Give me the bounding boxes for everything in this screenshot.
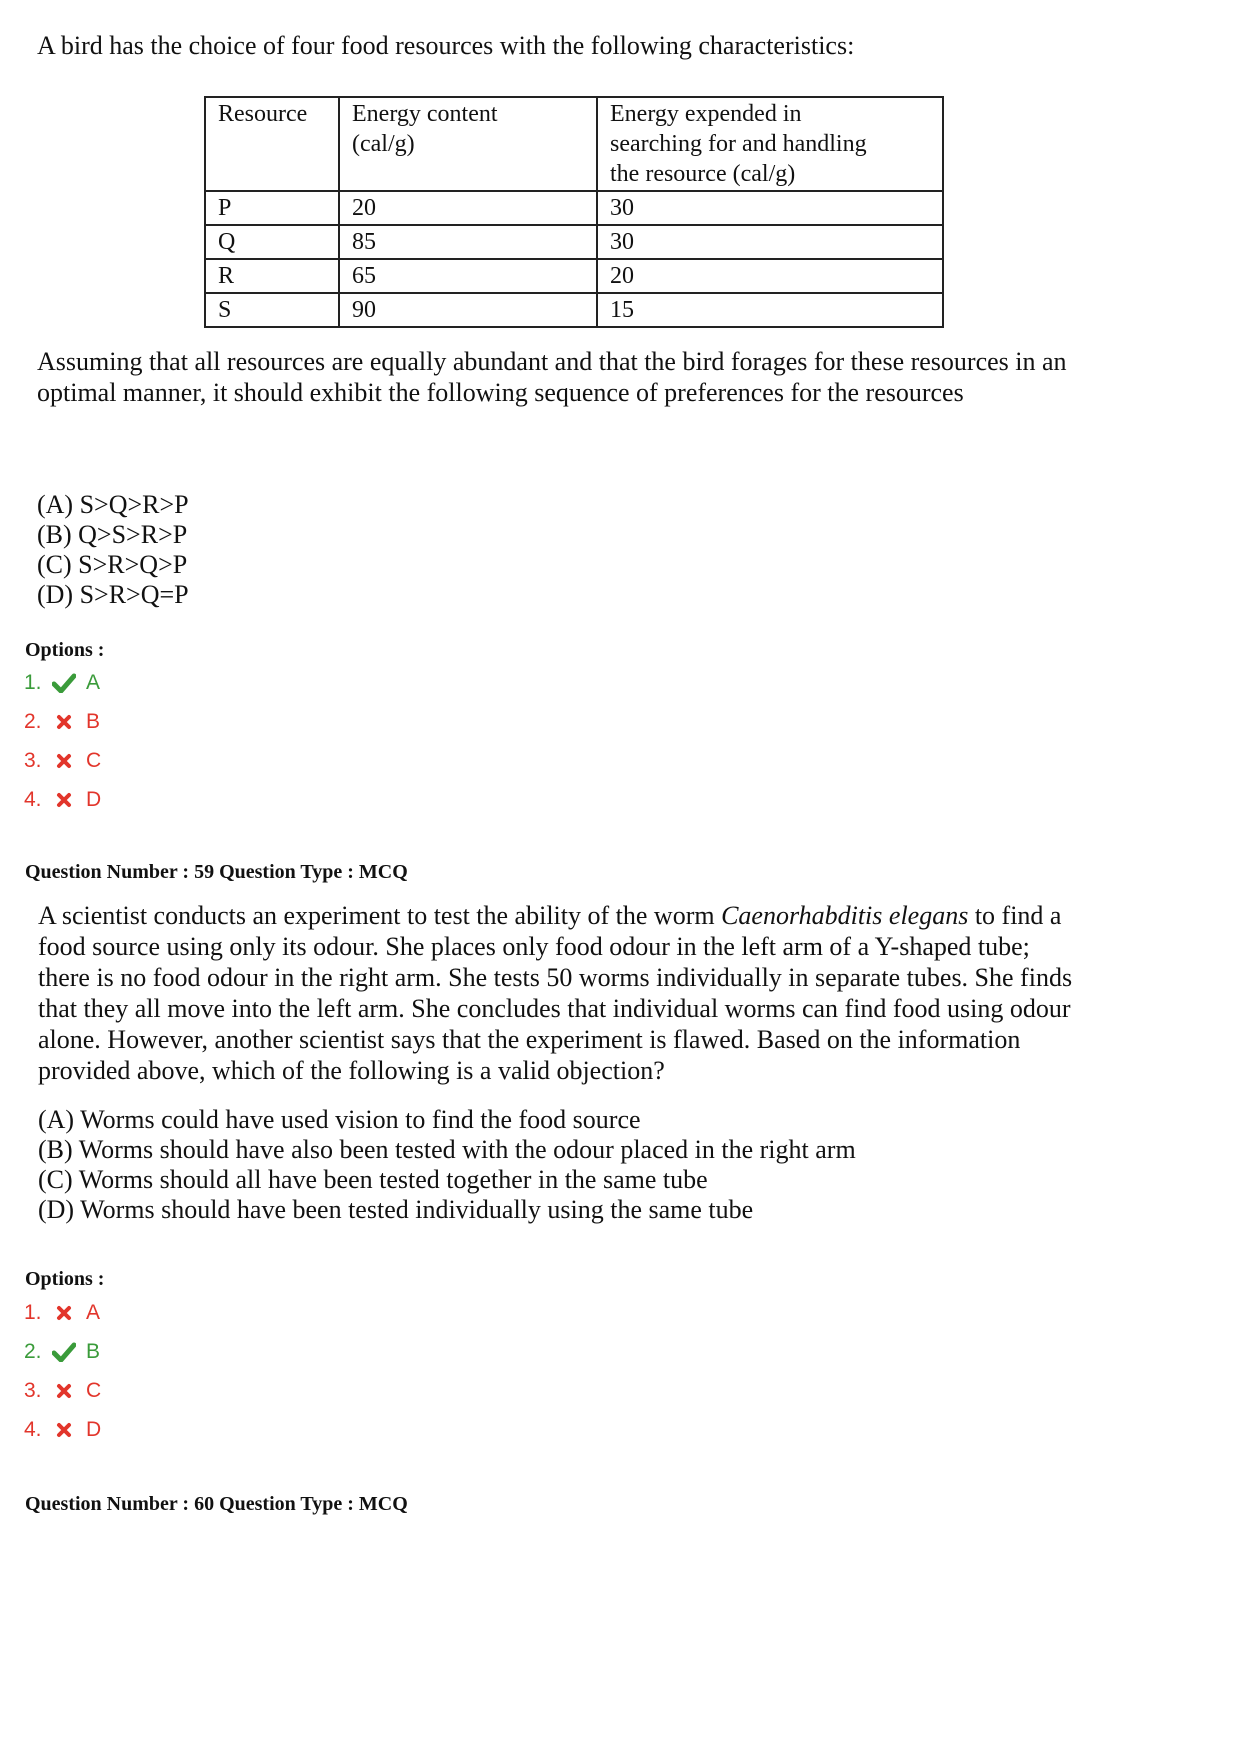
table-header-energy-content: Energy content (cal/g) [339, 97, 597, 191]
choice-c: (C) Worms should all have been tested together in the same tube [38, 1165, 708, 1194]
choice-d: (D) S>R>Q=P [37, 580, 189, 609]
q58-stem: Assuming that all resources are equally abundant and that the bird forages for these resources in an optimal manner, it should exhibit the following sequence of preferences for the resources [37, 347, 1067, 407]
choice-a: (A) Worms could have used vision to find the food source [38, 1105, 641, 1134]
choice-b: (B) Q>S>R>P [37, 520, 188, 549]
q58-option-4[interactable]: 4. D [24, 788, 102, 811]
cross-icon [50, 792, 78, 808]
table-row: P 20 30 [205, 191, 943, 225]
table-row: Q 85 30 [205, 225, 943, 259]
cross-icon [50, 714, 78, 730]
table-row: R 65 20 [205, 259, 943, 293]
q59-option-4[interactable]: 4. D [24, 1418, 102, 1441]
choice-a: (A) S>Q>R>P [37, 490, 189, 519]
q58-options-label: Options : [25, 639, 105, 661]
choice-b: (B) Worms should have also been tested with the odour placed in the right arm [38, 1135, 856, 1164]
check-icon [50, 1342, 78, 1362]
resource-table [204, 96, 944, 328]
q59-stem: A scientist conducts an experiment to test the ability of the worm Caenorhabditis elegans to find a food source using only its odour. She places only food odour in the left arm of a Y-shaped tube; there is no food odour in the right arm. She tests 50 worms individually in separate tubes. She finds that they all move into the left arm. She concludes that individual worms can find food using odour alone. However, another scientist says that the experiment is flawed. Based on the information provided above, which of the following is a valid objection? [38, 901, 1073, 1085]
q59-option-3[interactable]: 3. C [24, 1379, 102, 1402]
cross-icon [50, 1305, 78, 1321]
check-icon [50, 673, 78, 693]
q59-option-1[interactable]: 1. A [24, 1301, 101, 1324]
table-row: S 90 15 [205, 293, 943, 327]
q58-option-2[interactable]: 2. B [24, 710, 101, 733]
q58-option-3[interactable]: 3. C [24, 749, 102, 772]
q58-choices [37, 490, 189, 610]
q59-header: Question Number : 59 Question Type : MCQ [25, 861, 408, 883]
choice-c: (C) S>R>Q>P [37, 550, 188, 579]
choice-d: (D) Worms should have been tested individually using the same tube [38, 1195, 754, 1224]
q58-option-1[interactable]: 1. A [24, 671, 101, 694]
q59-option-2[interactable]: 2. B [24, 1340, 101, 1363]
table-header-energy-expended: Energy expended in searching for and handling the resource (cal/g) [597, 97, 943, 191]
species-name: Caenorhabditis elegans [721, 901, 969, 930]
cross-icon [50, 1422, 78, 1438]
q60-header: Question Number : 60 Question Type : MCQ [25, 1493, 408, 1515]
cross-icon [50, 1383, 78, 1399]
q58-intro: A bird has the choice of four food resources with the following characteristics: [37, 31, 855, 60]
table-header-resource: Resource [205, 97, 339, 191]
q59-choices [38, 1105, 856, 1225]
q59-options-label: Options : [25, 1268, 105, 1290]
cross-icon [50, 753, 78, 769]
